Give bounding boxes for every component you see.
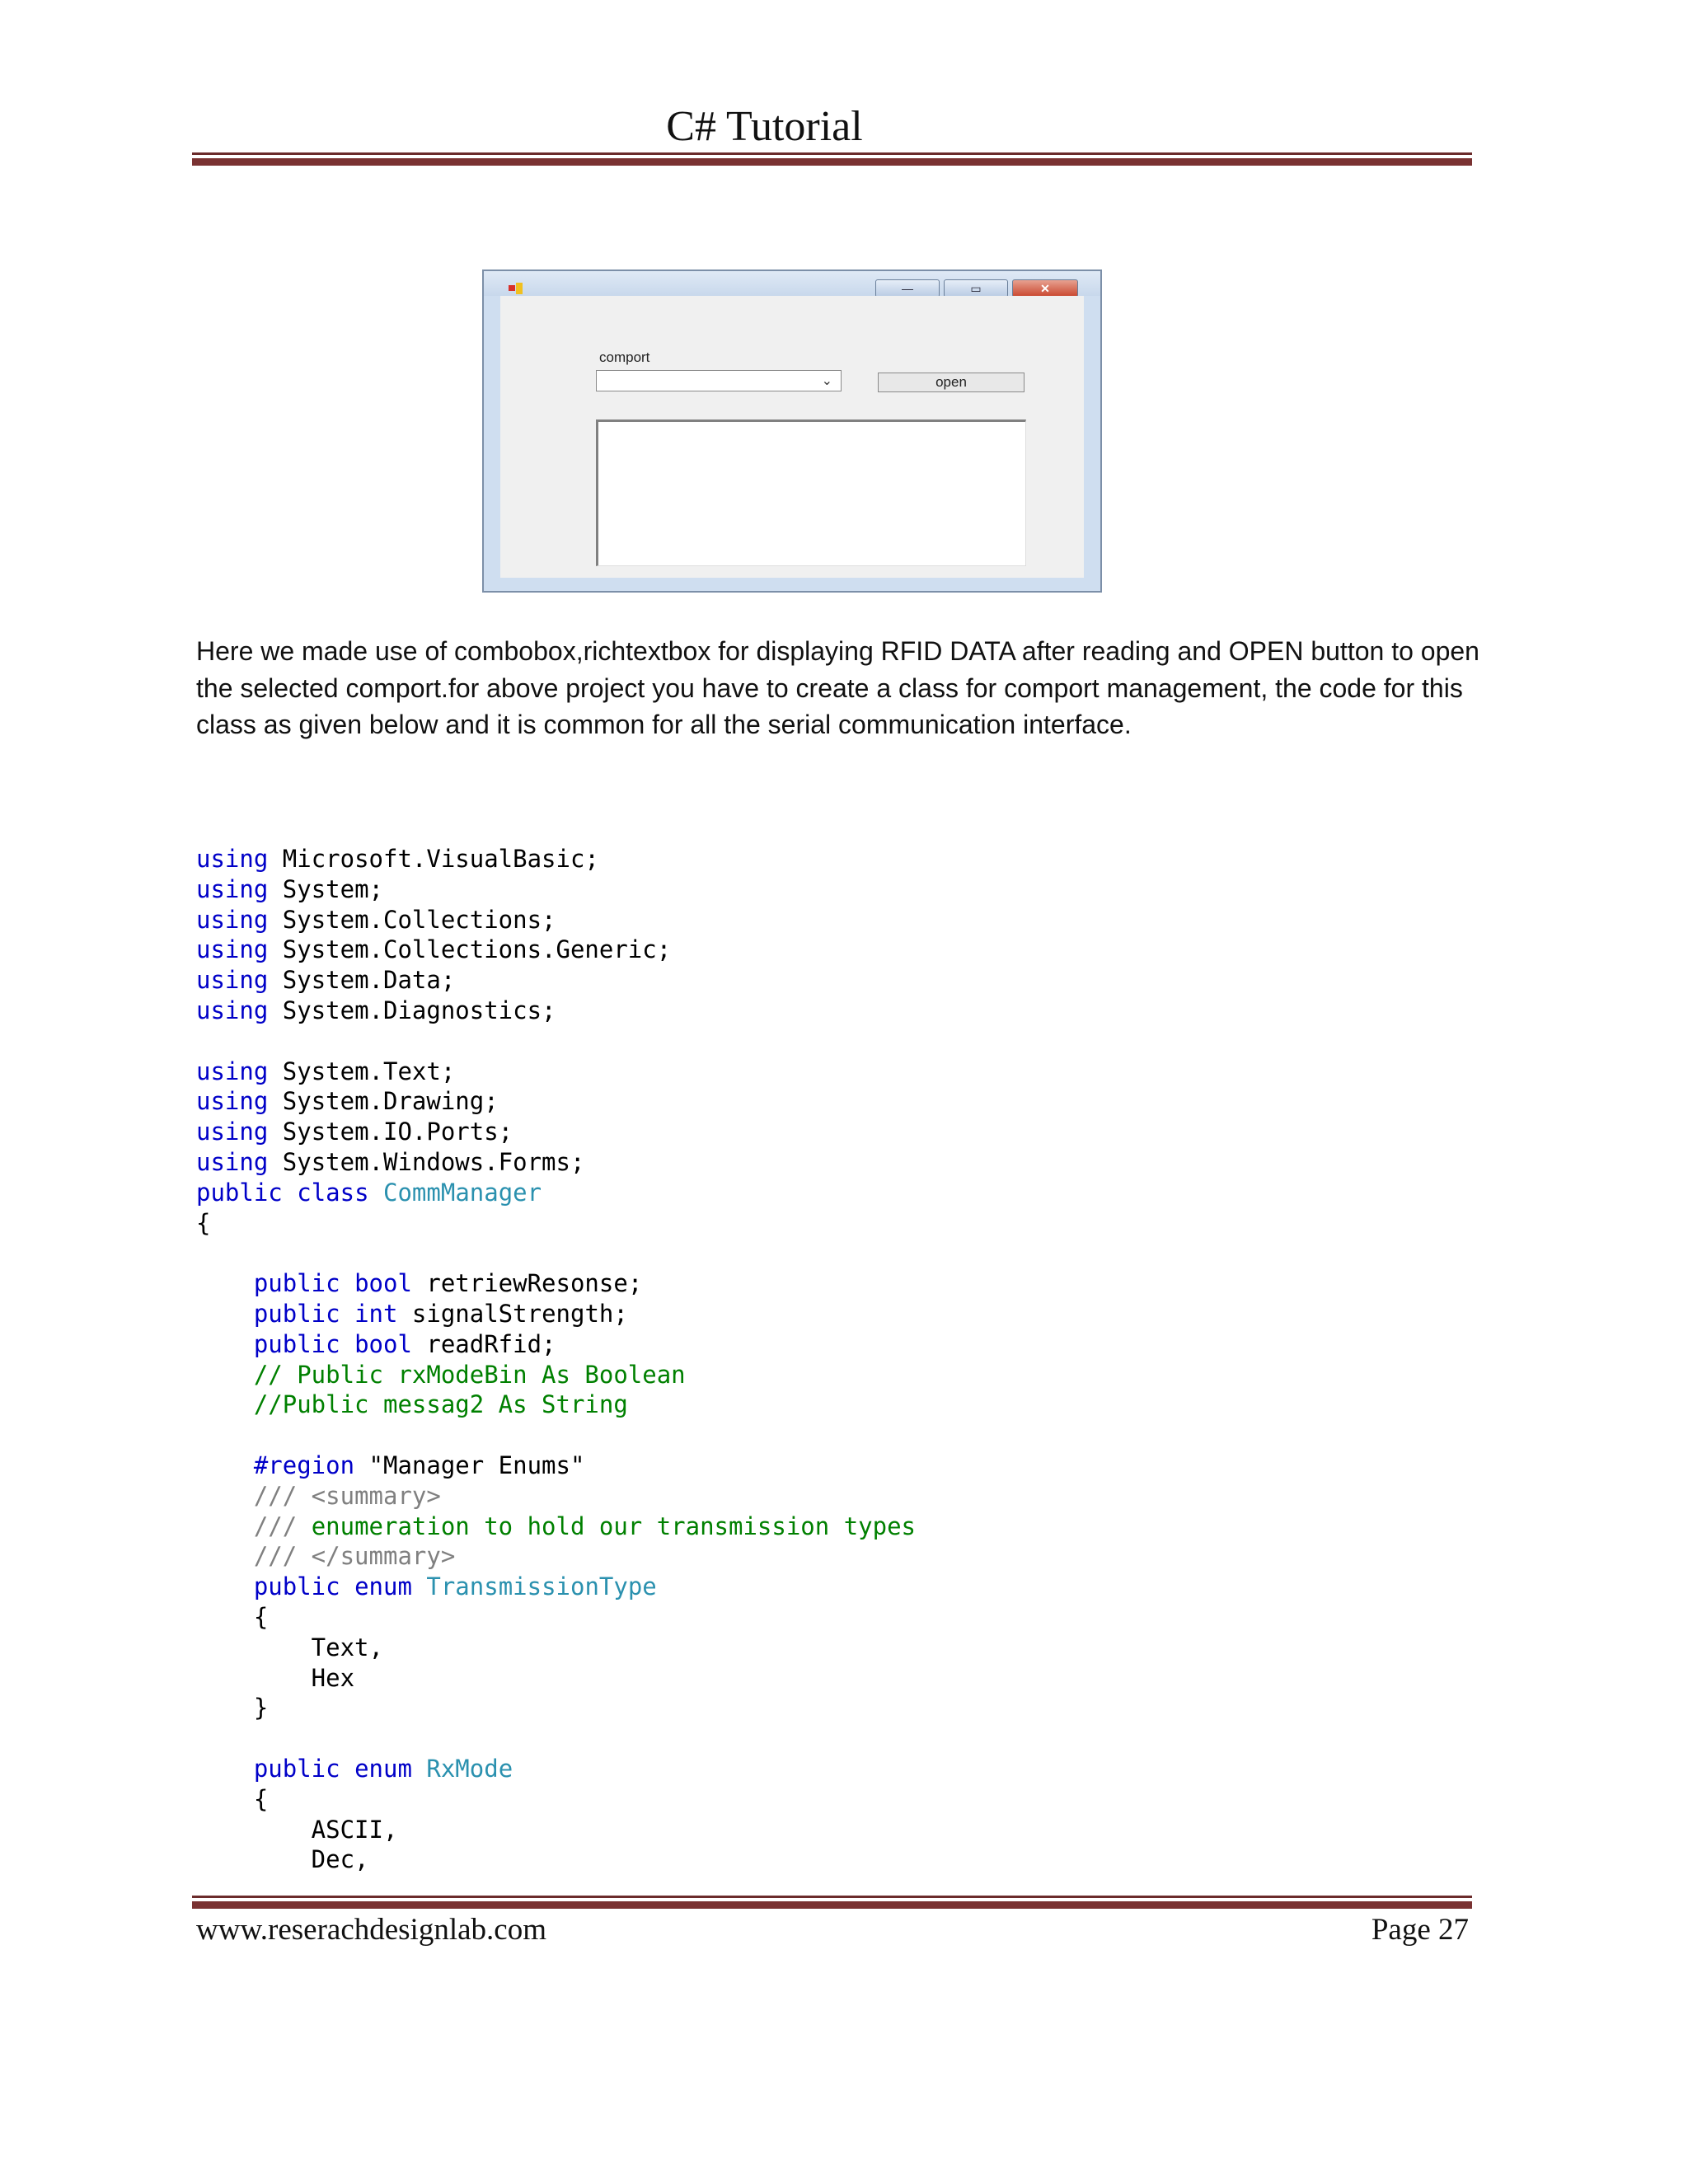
- code-token: [340, 1330, 354, 1358]
- body-paragraph: Here we made use of combobox,richtextbox for displaying RFID DATA after reading and OPEN button to open the selected comport.for above project you have to create a class for comport management, the code for this class as given below and it is common for all the serial communication interface.: [196, 636, 1479, 739]
- code-token: // Public rxModeBin As Boolean: [253, 1360, 686, 1389]
- page-number: Page 27: [1371, 1913, 1469, 1947]
- comport-combobox[interactable]: [596, 370, 842, 391]
- window-titlebar: [484, 271, 1100, 296]
- code-line: [196, 1420, 916, 1451]
- code-token: System;: [268, 874, 383, 903]
- code-line: [196, 1147, 916, 1178]
- code-token: int: [354, 1299, 398, 1328]
- code-token: System.Windows.Forms;: [268, 1147, 585, 1176]
- code-token: Dec,: [196, 1845, 369, 1874]
- code-block: [196, 844, 916, 1875]
- app-icon: [509, 283, 528, 294]
- code-token: System.Drawing;: [268, 1087, 499, 1116]
- code-line: [196, 1784, 916, 1815]
- code-token: readRfid;: [411, 1329, 556, 1358]
- code-line: [196, 1390, 916, 1420]
- code-token: using: [196, 1087, 269, 1116]
- code-token: public: [196, 1178, 283, 1207]
- code-token: /// <summary>: [253, 1481, 441, 1510]
- code-line: [196, 1299, 916, 1329]
- code-token: {: [196, 1784, 269, 1813]
- code-token: {: [196, 1602, 269, 1631]
- code-token: System.IO.Ports;: [268, 1118, 513, 1146]
- code-line: [196, 1086, 916, 1117]
- code-line: [196, 1451, 916, 1481]
- code-token: enum: [354, 1572, 412, 1601]
- code-token: ASCII,: [196, 1815, 398, 1844]
- code-token: [340, 1572, 354, 1601]
- code-token: /// </summary>: [253, 1542, 456, 1571]
- code-token: System.Data;: [268, 966, 456, 995]
- code-line: [196, 996, 916, 1026]
- code-token: [196, 1390, 254, 1418]
- code-token: bool: [354, 1269, 412, 1298]
- code-line: [196, 1238, 916, 1268]
- code-line: [196, 1057, 916, 1087]
- code-token: signalStrength;: [397, 1299, 628, 1328]
- code-line: [196, 1481, 916, 1511]
- code-token: bool: [354, 1329, 412, 1358]
- code-line: [196, 1117, 916, 1147]
- code-token: Microsoft.VisualBasic;: [268, 845, 599, 873]
- code-token: [196, 1300, 254, 1328]
- window-frame-bottom: [484, 578, 1100, 591]
- code-token: [196, 1451, 254, 1479]
- code-token: Hex: [196, 1663, 355, 1692]
- code-token: public: [253, 1329, 340, 1358]
- code-token: }: [196, 1694, 269, 1722]
- code-line: [196, 935, 916, 965]
- code-token: [196, 1755, 254, 1783]
- close-button[interactable]: ✕: [1012, 279, 1078, 298]
- code-token: public: [253, 1269, 340, 1298]
- code-line: [196, 1815, 916, 1845]
- rfid-richtextbox[interactable]: [596, 419, 1026, 566]
- window-frame-left: [484, 296, 500, 591]
- window-frame-right: [1084, 296, 1100, 591]
- code-line: [196, 1208, 916, 1239]
- code-token: [340, 1269, 354, 1297]
- code-line: [196, 1511, 916, 1542]
- page-title: C# Tutorial: [666, 103, 863, 150]
- code-line: [196, 965, 916, 996]
- code-token: TransmissionType: [426, 1572, 657, 1601]
- code-line: [196, 1541, 916, 1572]
- code-line: [196, 1633, 916, 1663]
- code-token: retriewResonse;: [411, 1269, 643, 1298]
- code-token: [196, 1361, 254, 1389]
- code-token: [412, 1755, 426, 1783]
- code-token: using: [196, 1057, 269, 1085]
- code-token: CommManager: [383, 1178, 542, 1207]
- code-token: using: [196, 935, 269, 964]
- code-line: [196, 1754, 916, 1784]
- code-token: [196, 1482, 254, 1510]
- header-rule: [192, 152, 1472, 166]
- code-line: [196, 1602, 916, 1633]
- code-token: [196, 1542, 254, 1570]
- maximize-button[interactable]: ▭: [944, 279, 1008, 298]
- code-line: [196, 1268, 916, 1299]
- code-token: System.Text;: [268, 1057, 456, 1085]
- code-line: [196, 1663, 916, 1694]
- code-token: [369, 1179, 383, 1207]
- code-token: public: [253, 1572, 340, 1601]
- code-token: enumeration to hold our transmission types: [311, 1511, 916, 1540]
- code-token: "Manager Enums": [354, 1451, 585, 1479]
- code-token: ///: [253, 1511, 312, 1540]
- code-token: RxMode: [426, 1754, 513, 1783]
- code-line: [196, 844, 916, 874]
- window-client-area: [500, 296, 1084, 578]
- code-token: System.Collections;: [268, 905, 556, 934]
- code-token: [412, 1572, 426, 1601]
- footer-rule: [192, 1896, 1472, 1909]
- code-token: //Public messag2 As String: [253, 1390, 628, 1419]
- code-line: [196, 1844, 916, 1875]
- code-line: [196, 1572, 916, 1602]
- code-line: [196, 1693, 916, 1723]
- code-token: using: [196, 1147, 269, 1176]
- code-token: public: [253, 1754, 340, 1783]
- footer-website: www.reserachdesignlab.com: [196, 1913, 546, 1947]
- minimize-button[interactable]: —: [875, 279, 940, 298]
- code-line: [196, 905, 916, 935]
- code-token: [283, 1179, 297, 1207]
- code-token: {: [196, 1208, 211, 1237]
- code-line: [196, 1178, 916, 1208]
- code-line: [196, 874, 916, 905]
- comport-label: comport: [599, 349, 650, 365]
- code-token: class: [297, 1178, 369, 1207]
- code-token: System.Diagnostics;: [268, 996, 556, 1024]
- form-screenshot: [482, 269, 1102, 593]
- code-token: [196, 1269, 254, 1297]
- code-token: [340, 1300, 354, 1328]
- code-token: public: [253, 1299, 340, 1328]
- code-token: #region: [253, 1451, 355, 1479]
- code-token: using: [196, 905, 269, 934]
- code-token: using: [196, 966, 269, 995]
- code-line: [196, 1329, 916, 1360]
- code-token: using: [196, 874, 269, 903]
- code-token: [340, 1755, 354, 1783]
- code-token: Text,: [196, 1633, 383, 1661]
- code-token: using: [196, 845, 269, 873]
- code-token: [196, 1572, 254, 1601]
- open-button[interactable]: open: [878, 373, 1025, 392]
- code-token: using: [196, 1118, 269, 1146]
- code-line: [196, 1026, 916, 1057]
- code-line: [196, 1360, 916, 1390]
- code-token: enum: [354, 1754, 412, 1783]
- code-token: using: [196, 996, 269, 1024]
- code-line: [196, 1723, 916, 1754]
- code-token: [196, 1512, 254, 1540]
- chevron-down-icon[interactable]: ⌄: [821, 374, 832, 388]
- code-token: [196, 1330, 254, 1358]
- code-token: System.Collections.Generic;: [268, 935, 672, 964]
